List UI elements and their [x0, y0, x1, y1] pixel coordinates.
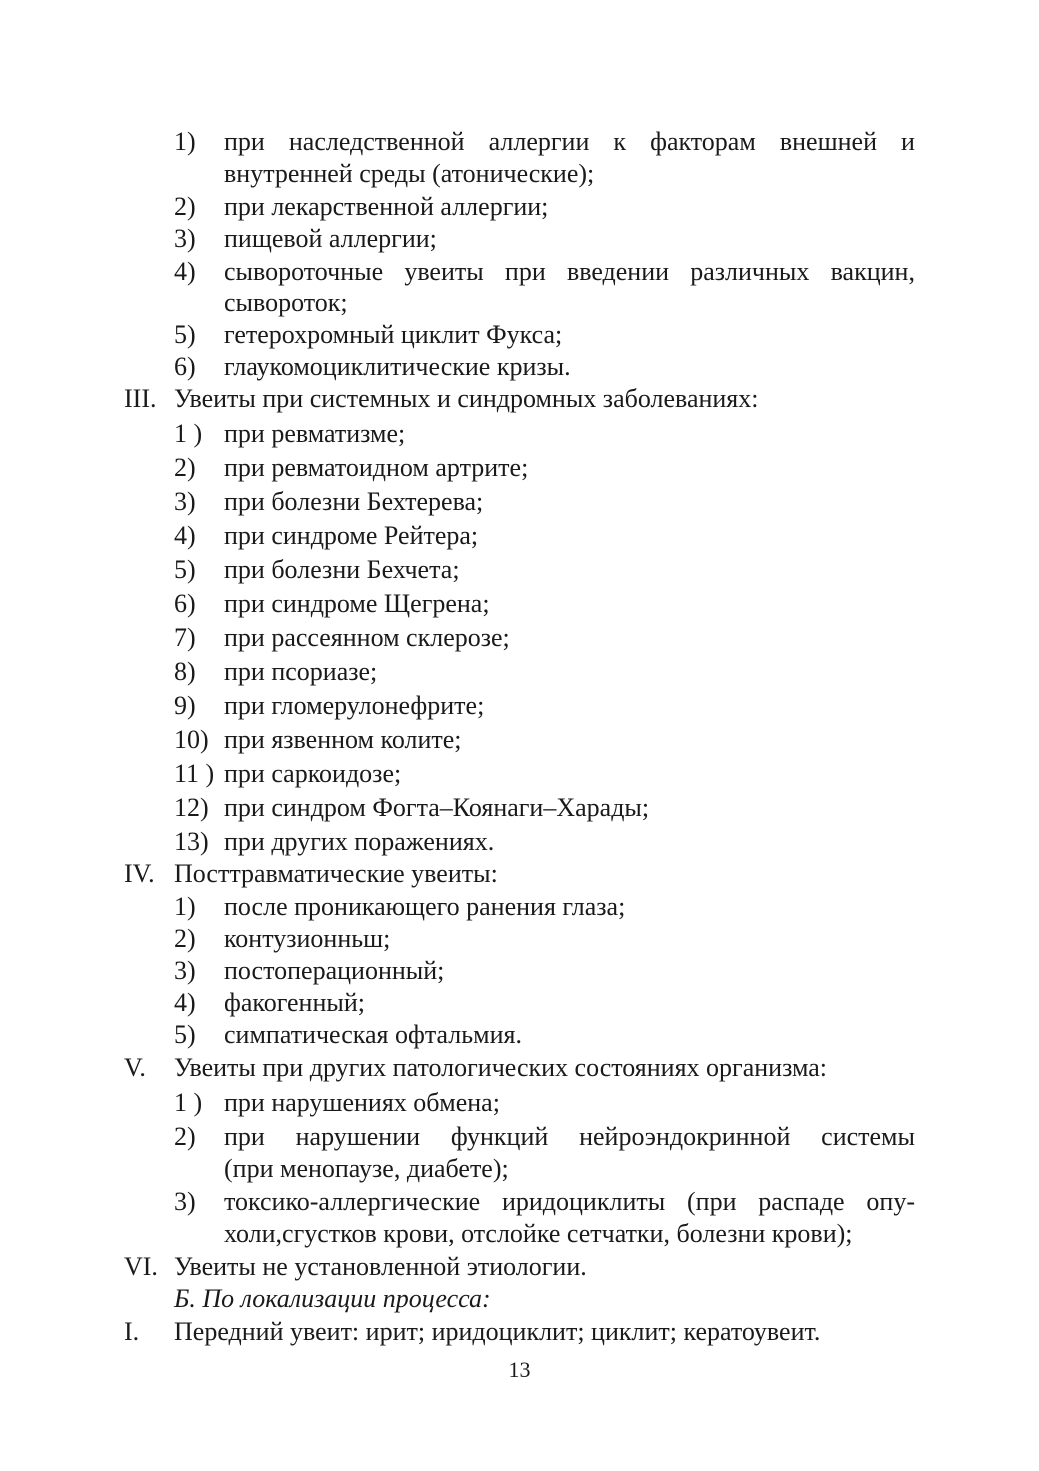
item-text: при ревматизме; [224, 419, 406, 448]
item-number: 9) [174, 691, 196, 720]
item-number: 2) [174, 924, 196, 953]
section-title: Посттравматические увеиты: [174, 859, 498, 888]
item-number: 3) [174, 1187, 196, 1216]
word: при [504, 257, 546, 286]
word: нарушении [295, 1122, 421, 1151]
item-number: 5) [174, 320, 196, 349]
word: нейроэндокринной [579, 1122, 791, 1151]
section-number: V. [124, 1053, 146, 1082]
item-text: при язвенном колите; [224, 725, 462, 754]
item-number: 2) [174, 192, 196, 221]
item-number: 3) [174, 487, 196, 516]
item-text: сывороток; [224, 288, 348, 317]
item-number: 2) [174, 1122, 196, 1151]
word: при [224, 1122, 265, 1151]
item-number: 1) [174, 127, 196, 156]
word: токсико-аллергические [224, 1187, 481, 1216]
item-number: 5) [174, 1020, 196, 1049]
item-text: гетерохромный циклит Фукса; [224, 320, 563, 349]
word: опу- [866, 1187, 915, 1216]
item-text: факогенный; [224, 988, 365, 1017]
word: к [613, 127, 627, 156]
item-text: при псориазе; [224, 657, 378, 686]
item-text: постоперационный; [224, 956, 445, 985]
item-number: 2) [174, 453, 196, 482]
item-text: при нарушениях обмена; [224, 1088, 500, 1117]
item-text: при гломерулонефрите; [224, 691, 485, 720]
word: распаде [758, 1187, 845, 1216]
item-text [224, 1121, 915, 1153]
item-text: (при менопаузе, диабете); [224, 1154, 509, 1183]
item-number: 6) [174, 589, 196, 618]
item-text [224, 126, 915, 158]
item-number: 13) [174, 827, 209, 856]
section-number: IV. [124, 859, 155, 888]
page-number: 13 [508, 1357, 531, 1382]
item-number: 1 ) [174, 1088, 203, 1117]
item-number: 7) [174, 623, 196, 652]
item-number: 4) [174, 521, 196, 550]
item-text: симпатическая офтальмия. [224, 1020, 522, 1049]
item-text: пищевой аллергии; [224, 224, 437, 253]
item-text: холи,сгустков крови, отслойке сетчатки, болезни крови); [224, 1219, 853, 1248]
item-text: при рассеянном склерозе; [224, 623, 510, 652]
item-number: 1 ) [174, 419, 203, 448]
item-text: при саркоидозе; [224, 759, 402, 788]
item-number: 5) [174, 555, 196, 584]
item-text: при болезни Бехтерева; [224, 487, 484, 516]
section-title: Увеиты не установленной этиологии. [174, 1252, 587, 1281]
word: при [224, 127, 265, 156]
item-text: при других поражениях. [224, 827, 495, 856]
item-number: 11 ) [174, 759, 215, 788]
word: внешней [779, 127, 877, 156]
item-text: при синдром Фогта–Коянаги–Харады; [224, 793, 650, 822]
subheading-text: Б. По локализации процесса: [174, 1284, 491, 1313]
item-text: контузионньш; [224, 924, 391, 953]
word: факторам [650, 127, 756, 156]
item-number: 8) [174, 657, 196, 686]
item-number: 3) [174, 956, 196, 985]
word: (при [687, 1187, 737, 1216]
section-number: VI. [124, 1252, 158, 1281]
item-text: при синдроме Щегрена; [224, 589, 490, 618]
word: сывороточные [224, 257, 384, 286]
item-text: внутренней среды (атонические); [224, 159, 595, 188]
item-number: 4) [174, 257, 196, 286]
word: аллергии [488, 127, 590, 156]
item-text: при болезни Бехчета; [224, 555, 460, 584]
item-text: при синдроме Рейтера; [224, 521, 479, 550]
word: введении [566, 257, 670, 286]
word: функций [450, 1122, 549, 1151]
word: вакцин, [830, 257, 915, 286]
section-number: I. [124, 1317, 140, 1346]
item-text [224, 1186, 915, 1218]
item-text: глаукомоциклитические кризы. [224, 352, 571, 381]
word: различных [690, 257, 810, 286]
item-text: после проникающего ранения глаза; [224, 892, 626, 921]
word: увеиты [404, 257, 484, 286]
item-text [224, 256, 915, 288]
section-title: Передний увеит: ирит; иридоциклит; циклит; кератоувеит. [174, 1317, 821, 1346]
item-number: 10) [174, 725, 209, 754]
section-title: Увеиты при системных и синдромных заболеваниях: [174, 384, 759, 413]
item-number: 6) [174, 352, 196, 381]
word: системы [821, 1122, 915, 1151]
item-number: 1) [174, 892, 196, 921]
item-number: 3) [174, 224, 196, 253]
item-text: при лекарственной аллергии; [224, 192, 549, 221]
item-number: 12) [174, 793, 209, 822]
word: и [901, 127, 915, 156]
word: наследственной [288, 127, 465, 156]
word: иридоциклиты [501, 1187, 666, 1216]
item-text: при ревматоидном артрите; [224, 453, 529, 482]
item-number: 4) [174, 988, 196, 1017]
section-title: Увеиты при других патологических состояниях организма: [174, 1053, 828, 1082]
section-number: III. [124, 384, 157, 413]
